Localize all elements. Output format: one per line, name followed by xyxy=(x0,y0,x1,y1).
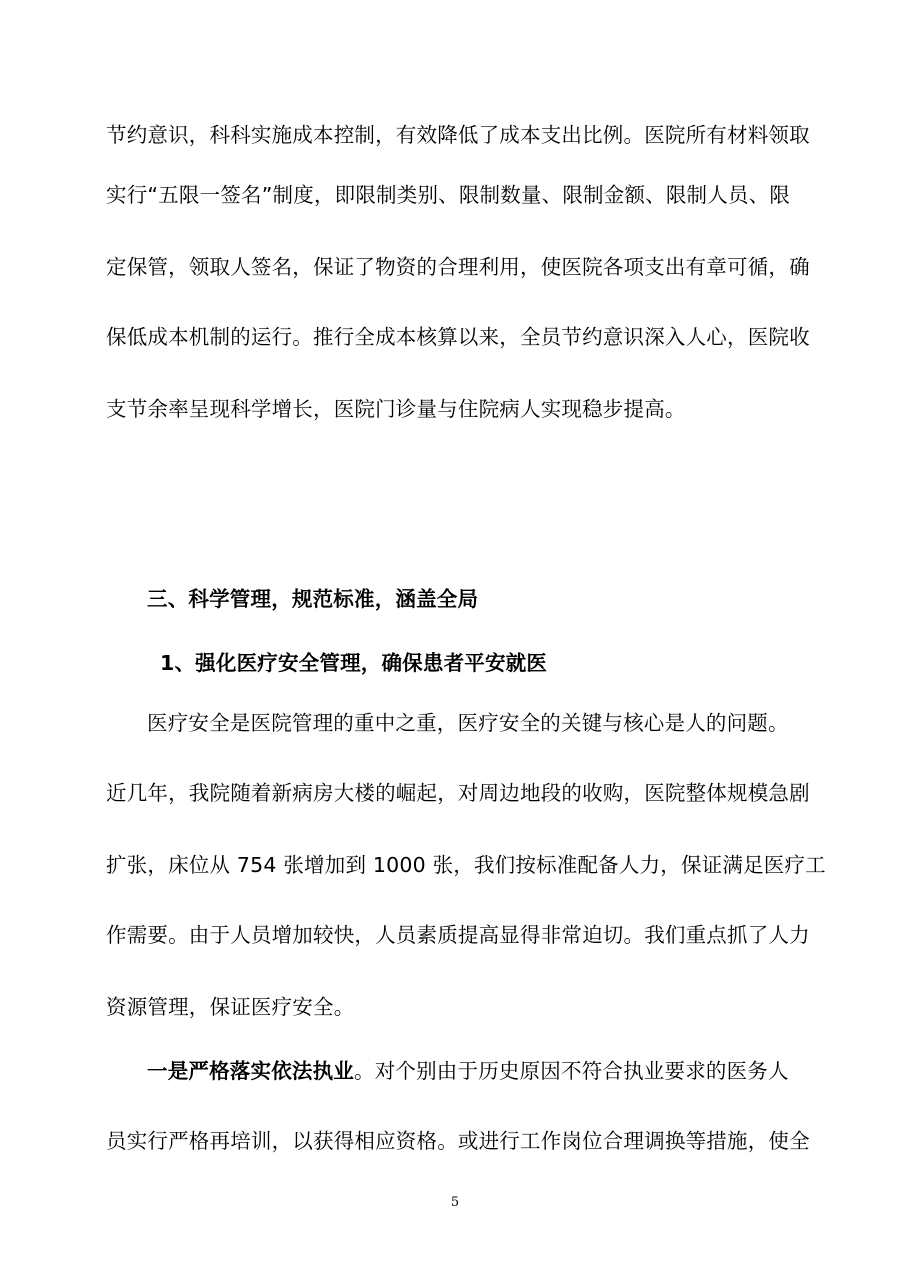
paragraph-1-line-3: 定保管，领取人签名，保证了物资的合理利用，使医院各项支出有章可循，确 xyxy=(106,255,810,279)
paragraph-2-line-5: 资源管理，保证医疗安全。 xyxy=(106,995,355,1019)
paragraph-3-line-2: 员实行严格再培训，以获得相应资格。或进行工作岗位合理调换等措施，使全 xyxy=(106,1129,810,1153)
paragraph-2-line-4: 作需要。由于人员增加较快，人员素质提高显得非常迫切。我们重点抓了人力 xyxy=(106,923,810,947)
paragraph-1-line-4: 保低成本机制的运行。推行全成本核算以来，全员节约意识深入人心，医院收 xyxy=(106,325,810,349)
paragraph-1-line-2: 实行“五限一签名”制度，即限制类别、限制数量、限制金额、限制人员、限 xyxy=(106,183,791,207)
paragraph-3-bold-lead: 一是严格落实依法执业 xyxy=(147,1059,354,1083)
paragraph-2-line-2: 近几年，我院随着新病房大楼的崛起，对周边地段的收购，医院整体规模急剧 xyxy=(106,781,810,805)
paragraph-2-line-1: 医疗安全是医院管理的重中之重，医疗安全的关键与核心是人的问题。 xyxy=(147,711,789,735)
paragraph-3-line-1 xyxy=(147,1056,847,1086)
subsection-heading: 1、强化医疗安全管理，确保患者平安就医 xyxy=(160,651,548,675)
paragraph-3-lead-rest: 。对个别由于历史原因不符合执业要求的医务人 xyxy=(354,1059,789,1083)
paragraph-2-line-3: 扩张，床位从 754 张增加到 1000 张，我们按标准配备人力，保证满足医疗工 xyxy=(106,853,826,877)
section-heading: 三、科学管理，规范标准，涵盖全局 xyxy=(147,587,479,611)
page-number: 5 xyxy=(450,1195,460,1210)
paragraph-1-line-1: 节约意识，科科实施成本控制，有效降低了成本支出比例。医院所有材料领取 xyxy=(106,123,810,147)
paragraph-1-line-5: 支节余率呈现科学增长，医院门诊量与住院病人实现稳步提高。 xyxy=(106,397,686,421)
